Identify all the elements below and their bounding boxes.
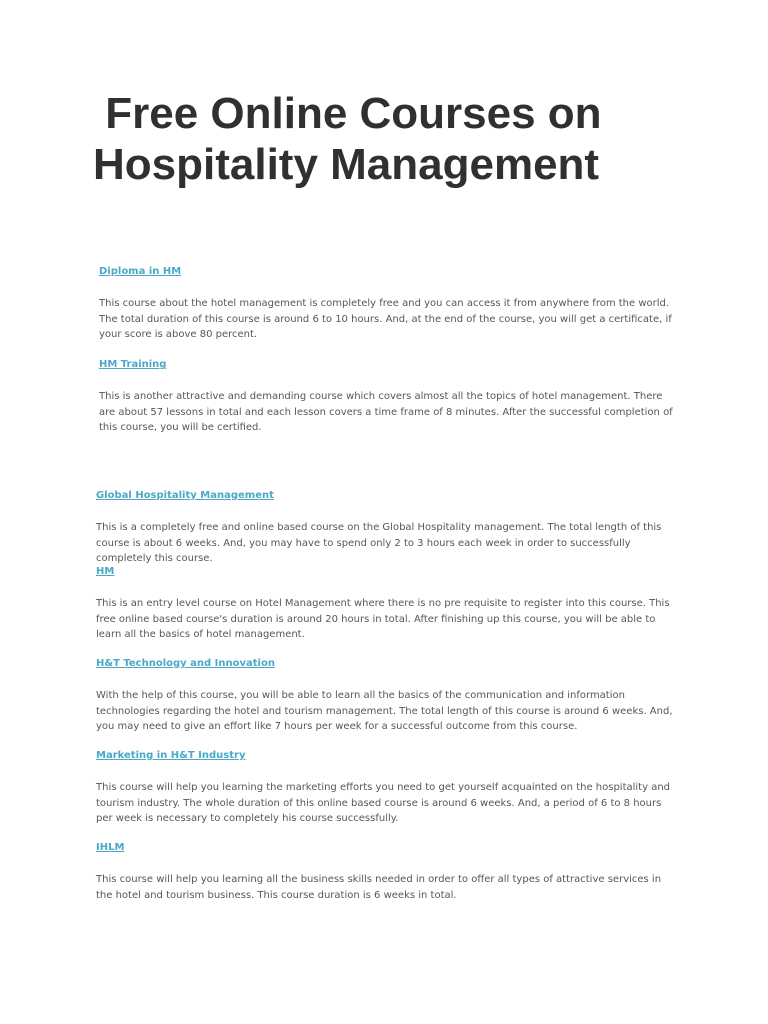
course-description: This is another attractive and demanding course which covers almost all the topics of hotel management. There are about 57 lessons in total and each lesson covers a time frame of 8 minutes. After the successful completion of this course, you will be certified. bbox=[99, 391, 673, 433]
course-description: This course will help you learning all the business skills needed in order to offer all types of attractive services in the hotel and tourism business. This course duration is 6 weeks in total. bbox=[96, 874, 662, 901]
page-title-line-2: Hospitality Management bbox=[93, 140, 600, 189]
course-section-marketing-in-ht-industry bbox=[96, 745, 676, 827]
course-description: This course will help you learning the marketing efforts you need to get yourself acquainted on the hospitality and tourism industry. The whole duration of this online based course is around 6 weeks. And, a period of 6 to 8 hours per week is necessary to completely his course successfully. bbox=[96, 782, 671, 824]
course-section-hm bbox=[96, 561, 676, 643]
course-description: This is a completely free and online based course on the Global Hospitality management. The total length of this course is about 6 weeks. And, you may have to spend only 2 to 3 hours each week in order to successfully completely this course. bbox=[96, 522, 662, 564]
course-section-diploma-in-hm bbox=[99, 261, 679, 343]
page-title bbox=[93, 88, 693, 190]
course-link-ihlm[interactable]: IHLM bbox=[96, 842, 125, 853]
course-description: This is an entry level course on Hotel Management where there is no pre requisite to register into this course. This free online based course's duration is around 20 hours in total. After finishing up this course, you will be able to learn all the basics of hotel management. bbox=[96, 598, 670, 640]
course-link-diploma-in-hm[interactable]: Diploma in HM bbox=[99, 266, 182, 277]
course-section-hm-training bbox=[99, 354, 679, 436]
course-section-global-hospitality-management bbox=[96, 485, 676, 567]
course-link-ht-technology-and-innovation[interactable]: H&T Technology and Innovation bbox=[96, 658, 275, 669]
course-section-ht-technology-and-innovation bbox=[96, 653, 676, 735]
course-link-hm-training[interactable]: HM Training bbox=[99, 359, 167, 370]
course-link-hm[interactable]: HM bbox=[96, 566, 115, 577]
course-description: This course about the hotel management is completely free and you can access it from anywhere from the world. The total duration of this course is around 6 to 10 hours. And, at the end of the course, you will get a certificate, if your score is above 80 percent. bbox=[99, 298, 672, 340]
course-section-ihlm bbox=[96, 837, 676, 903]
course-link-marketing-in-ht-industry[interactable]: Marketing in H&T Industry bbox=[96, 750, 246, 761]
course-link-global-hospitality-management[interactable]: Global Hospitality Management bbox=[96, 490, 274, 501]
course-description: With the help of this course, you will be able to learn all the basics of the communication and information technologies regarding the hotel and tourism management. The total length of this course is around 6 weeks. And, you may need to give an effort like 7 hours per week for a successful outcome from this course. bbox=[96, 690, 673, 732]
page-title-line-1: Free Online Courses on bbox=[93, 89, 602, 138]
